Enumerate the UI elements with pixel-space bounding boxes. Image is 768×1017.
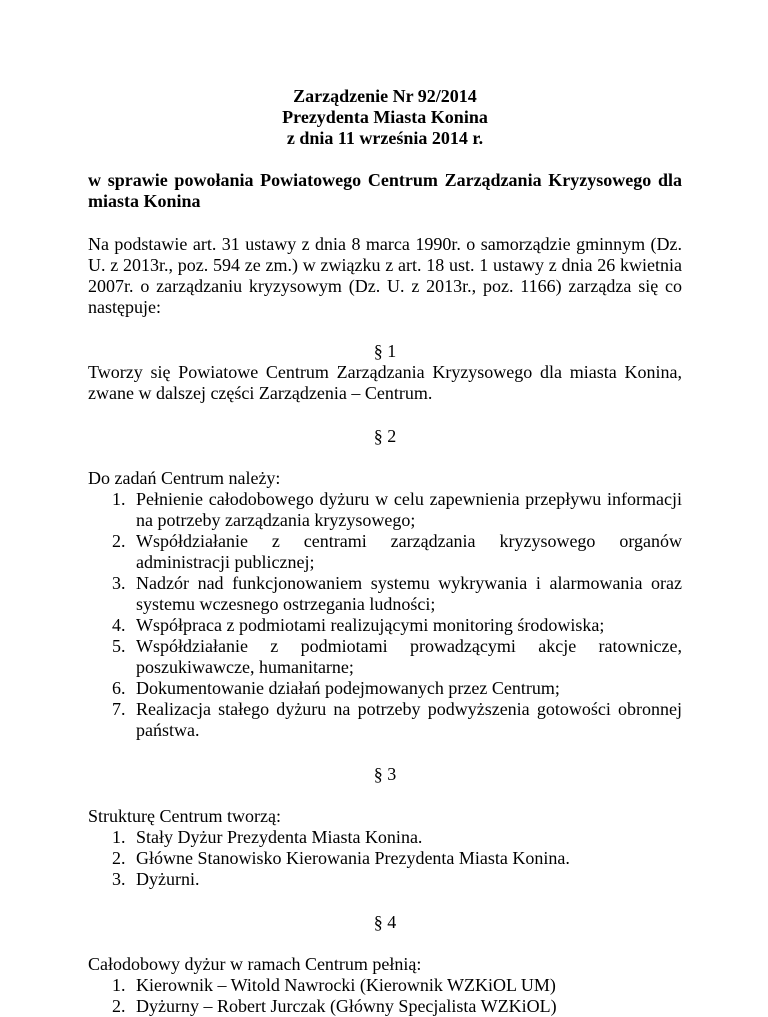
section-2-sign: § 2 — [373, 426, 397, 446]
list-item-text: Stały Dyżur Prezydenta Miasta Konina. — [136, 827, 423, 847]
list-item — [88, 531, 682, 573]
list-item — [88, 975, 682, 996]
list-item-text: Pełnienie całodobowego dyżuru w celu zapewnienia przepływu informacji na potrzeby zarządzania kryzysowego; — [136, 489, 682, 530]
section-1-text: Tworzy się Powiatowe Centrum Zarządzania Kryzysowego dla miasta Konina, zwane w dalszej części Zarządzenia – Centrum. — [88, 362, 682, 403]
title-line-2: Prezydenta Miasta Konina — [282, 107, 488, 127]
list-item-number: 3. — [112, 869, 126, 889]
list-item-text: Nadzór nad funkcjonowaniem systemu wykrywania i alarmowania oraz systemu wczesnego ostrzegania ludności; — [136, 573, 682, 614]
section-3-list — [88, 827, 682, 890]
list-item — [88, 996, 682, 1017]
list-item — [88, 615, 682, 636]
list-item — [88, 699, 682, 741]
document-title — [88, 86, 682, 149]
document-subject: w sprawie powołania Powiatowego Centrum Zarządzania Kryzysowego dla miasta Konina — [88, 170, 682, 211]
list-item-text: Dyżurny – Robert Jurczak (Główny Specjalista WZKiOL) — [136, 996, 557, 1016]
list-item — [88, 827, 682, 848]
list-item-number: 4. — [112, 615, 126, 635]
section-2-intro: Do zadań Centrum należy: — [88, 468, 281, 488]
list-item-text: Współdziałanie z centrami zarządzania kryzysowego organów administracji publicznej; — [136, 531, 682, 572]
list-item-text: Dokumentowanie działań podejmowanych przez Centrum; — [136, 678, 560, 698]
list-item-number: 1. — [112, 827, 126, 847]
legal-basis: Na podstawie art. 31 ustawy z dnia 8 marca 1990r. o samorządzie gminnym (Dz. U. z 2013r., poz. 594 ze zm.) w związku z art. 18 ust. 1 ustawy z dnia 26 kwietnia 2007r. o zarządzaniu kryzysowym (Dz. U. z 2013r., poz. 1166) zarządza się co następuje: — [88, 234, 682, 317]
list-item-number: 1. — [112, 975, 126, 995]
list-item — [88, 636, 682, 678]
section-3-sign: § 3 — [373, 764, 397, 784]
list-item-number: 2. — [112, 996, 126, 1016]
title-line-1: Zarządzenie Nr 92/2014 — [293, 86, 477, 106]
section-3-intro: Strukturę Centrum tworzą: — [88, 806, 281, 826]
section-4-intro: Całodobowy dyżur w ramach Centrum pełnią: — [88, 954, 422, 974]
list-item-number: 1. — [112, 489, 126, 509]
list-item-text: Kierownik – Witold Nawrocki (Kierownik WZKiOL UM) — [136, 975, 556, 995]
section-4-sign: § 4 — [373, 912, 397, 932]
list-item-text: Dyżurni. — [136, 869, 200, 889]
list-item — [88, 573, 682, 615]
list-item-number: 2. — [112, 848, 126, 868]
list-item-number: 6. — [112, 678, 126, 698]
list-item-text: Realizacja stałego dyżuru na potrzeby podwyższenia gotowości obronnej państwa. — [136, 699, 682, 740]
list-item-text: Współdziałanie z podmiotami prowadzącymi akcje ratownicze, poszukiwawcze, humanitarne; — [136, 636, 682, 677]
list-item — [88, 678, 682, 699]
section-1-sign: § 1 — [373, 341, 397, 361]
list-item — [88, 848, 682, 869]
list-item-number: 3. — [112, 573, 126, 593]
list-item — [88, 489, 682, 531]
list-item-text: Główne Stanowisko Kierowania Prezydenta Miasta Konina. — [136, 848, 570, 868]
list-item-number: 7. — [112, 699, 126, 719]
list-item-number: 2. — [112, 531, 126, 551]
section-4-list — [88, 975, 682, 1017]
list-item — [88, 869, 682, 890]
section-2-list — [88, 489, 682, 741]
title-line-3: z dnia 11 września 2014 r. — [286, 128, 484, 148]
document-page — [88, 86, 682, 1017]
list-item-number: 5. — [112, 636, 126, 656]
list-item-text: Współpraca z podmiotami realizującymi monitoring środowiska; — [136, 615, 605, 635]
